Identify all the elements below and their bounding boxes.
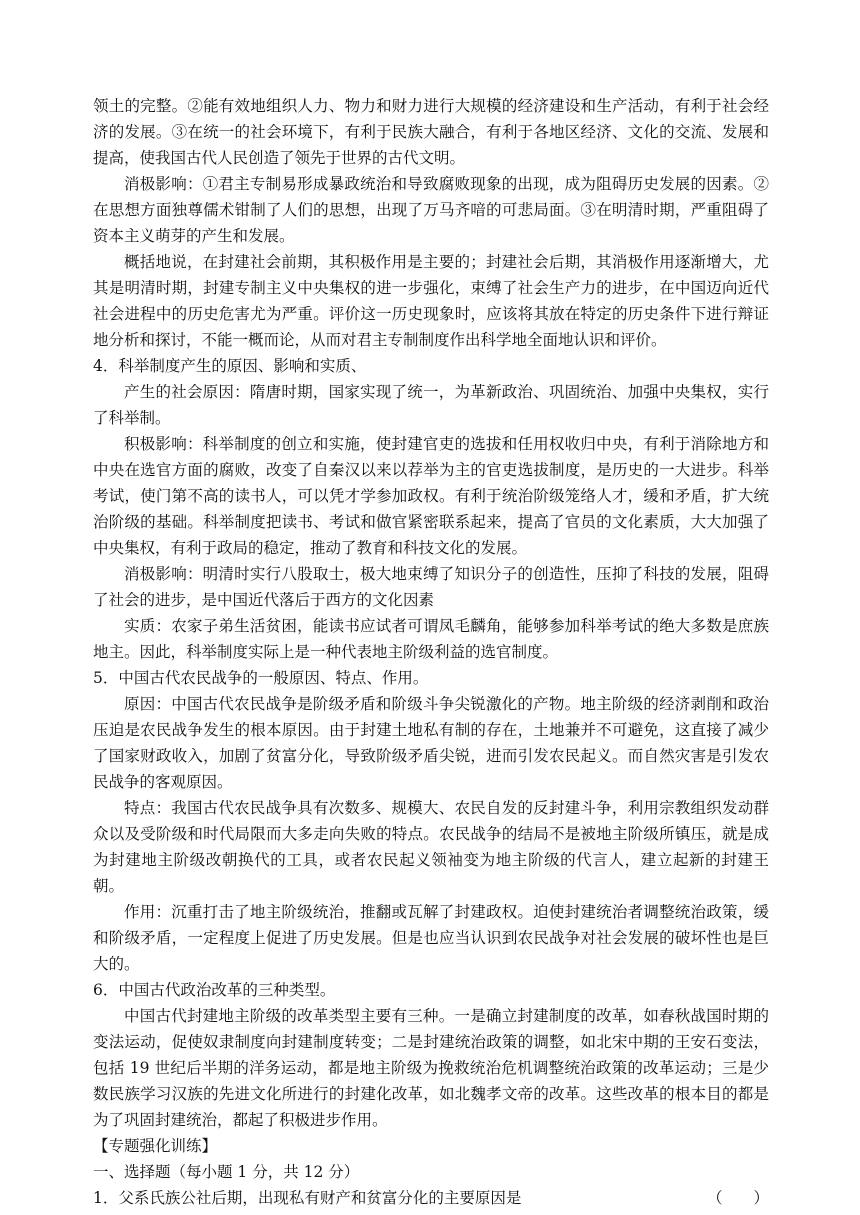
- paragraph-unity-benefits: 领土的完整。②能有效地组织人力、物力和财力进行大规模的经济建设和生产活动，有利于社会经济的发展。③在统一的社会环境下，有利于民族大融合，有利于各地区经济、文化的交流、发展和提高，使我国古代人民创造了领先于世界的古代文明。: [93, 97, 769, 167]
- paragraph-war-effects: 作用：沉重打击了地主阶级统治，推翻或瓦解了封建政权。迫使封建统治者调整统治政策，缓和阶级矛盾，一定程度上促进了历史发展。但是也应当认识到农民战争对社会发展的破坏性也是巨大的。: [93, 903, 769, 973]
- question-1: [93, 1185, 769, 1211]
- heading-imperial-exam: 4．科举制度产生的原因、影响和实质、: [93, 357, 367, 375]
- heading-reforms: 6．中国古代政治改革的三种类型。: [93, 981, 336, 999]
- section-title: 【专题强化训练】: [93, 1137, 218, 1155]
- paragraph-exam-negative: 消极影响：明清时实行八股取士，极大地束缚了知识分子的创造性，压抑了科技的发展，阻碍了社会的进步，是中国近代落后于西方的文化因素: [93, 565, 769, 609]
- document-page: [93, 93, 769, 1211]
- part-title: 一、选择题（每小题 1 分，共 12 分）: [93, 1163, 360, 1181]
- question-1-text: 1．父系氏族公社后期，出现私有财产和贫富分化的主要原因是: [93, 1189, 522, 1207]
- paragraph-exam-positive: 积极影响：科举制度的创立和实施，使封建官吏的选拔和任用权收归中央，有利于消除地方和中央在选官方面的腐败，改变了自秦汉以来以荐举为主的官吏选拔制度，是历史的一大进步。科举考试，使门第不高的读书人，可以凭才学参加政权。有利于统治阶级笼络人才，缓和矛盾，扩大统治阶级的基础。科举制度把读书、考试和做官紧密联系起来，提高了官员的文化素质，大大加强了中央集权，有利于政局的稳定，推动了教育和科技文化的发展。: [93, 435, 769, 557]
- heading-peasant-war: 5．中国古代农民战争的一般原因、特点、作用。: [93, 669, 429, 687]
- paragraph-summary: 概括地说，在封建社会前期，其积极作用是主要的；封建社会后期，其消极作用逐渐增大，尤其是明清时期，封建专制主义中央集权的进一步强化，束缚了社会生产力的进步，在中国迈向近代社会进程中的历史危害尤为严重。评价这一历史现象时，应该将其放在特定的历史条件下进行辩证地分析和探讨，不能一概而论，从而对君主专制制度作出科学地全面地认识和评价。: [93, 253, 769, 349]
- paragraph-war-features: 特点：我国古代农民战争具有次数多、规模大、农民自发的反封建斗争，利用宗教组织发动群众以及受阶级和时代局限而大多走向失败的特点。农民战争的结局不是被地主阶级所镇压，就是成为封建地主阶级改朝换代的工具，或者农民起义领袖变为地主阶级的代言人，建立起新的封建王朝。: [93, 799, 769, 895]
- paragraph-exam-essence: 实质：农家子弟生活贫困，能读书应试者可谓凤毛麟角，能够参加科举考试的绝大多数是庶族地主。因此，科举制度实际上是一种代表地主阶级利益的选官制度。: [93, 617, 769, 661]
- paragraph-war-causes: 原因：中国古代农民战争是阶级矛盾和阶级斗争尖锐激化的产物。地主阶级的经济剥削和政治压迫是农民战争发生的根本原因。由于封建土地私有制的存在，土地兼并不可避免，这直接了减少了国家财政收入，加剧了贫富分化，导致阶级矛盾尖锐，进而引发农民起义。而自然灾害是引发农民战争的客观原因。: [93, 695, 769, 791]
- paragraph-negative-effects: 消极影响：①君主专制易形成暴政统治和导致腐败现象的出现，成为阻碍历史发展的因素。②在思想方面独尊儒术钳制了人们的思想，出现了万马齐喑的可悲局面。③在明清时期，严重阻碍了资本主义萌芽的产生和发展。: [93, 175, 769, 245]
- paragraph-exam-origin: 产生的社会原因：隋唐时期，国家实现了统一，为革新政治、巩固统治、加强中央集权，实行了科举制。: [93, 383, 769, 427]
- answer-blank: （ ）: [706, 1189, 769, 1207]
- paragraph-reform-types: 中国古代封建地主阶级的改革类型主要有三种。一是确立封建制度的改革，如春秋战国时期的变法运动，促使奴隶制度向封建制度转变；二是封建统治政策的调整，如北宋中期的王安石变法，包括 19 世纪后半期的洋务运动，都是地主阶级为挽救统治危机调整统治政策的改革运动；三是少数民族学习汉族的先进文化所进行的封建化改革，如北魏孝文帝的改革。这些改革的根本目的都是为了巩固封建统治，都起了积极进步作用。: [93, 1007, 769, 1129]
